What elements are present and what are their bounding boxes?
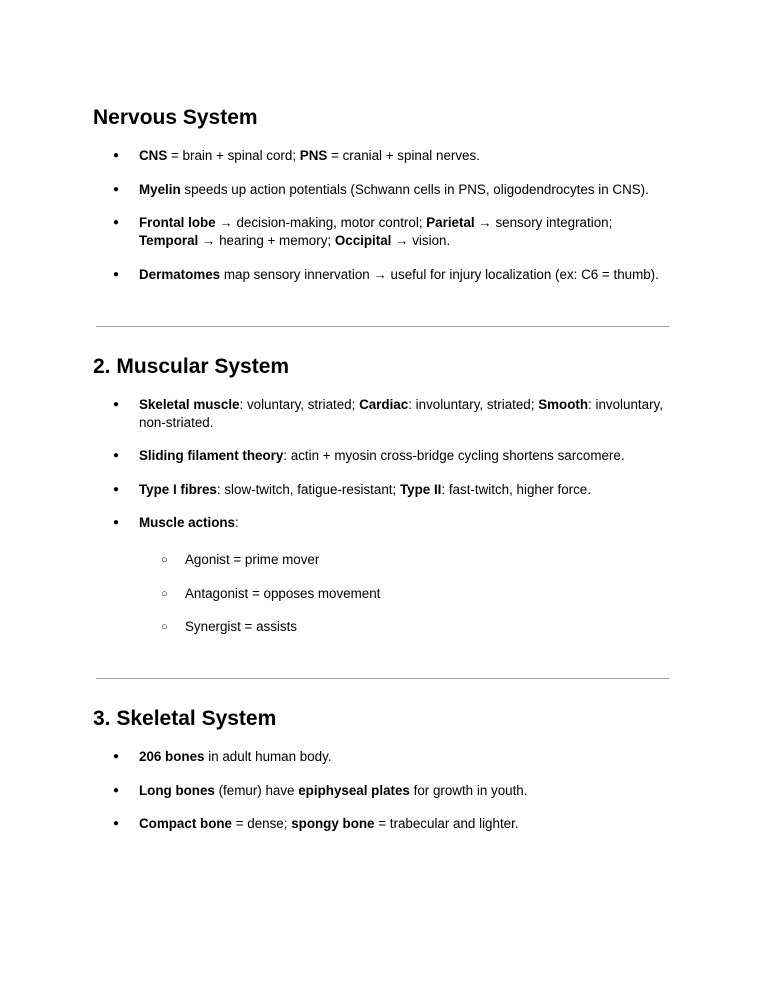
text-segment: → decision-making, motor control;	[215, 215, 427, 230]
list-item	[93, 147, 673, 165]
bold-term: Frontal lobe	[139, 215, 216, 230]
list-item	[93, 514, 673, 532]
text-segment: → hearing + memory;	[198, 233, 335, 248]
text-segment: = dense;	[232, 816, 292, 831]
text-segment: : voluntary, striated;	[239, 396, 360, 412]
bold-term: Type II	[399, 481, 442, 497]
bold-term: Sliding filament theory	[139, 448, 284, 463]
list-item	[93, 815, 673, 833]
list-item	[93, 748, 673, 766]
bullet-list	[93, 147, 673, 284]
text-segment: Agonist = prime mover	[185, 552, 320, 567]
horizontal-rule	[96, 326, 669, 327]
section-heading: 3. Skeletal System	[93, 707, 277, 730]
bold-term: 206 bones	[139, 749, 205, 764]
bold-term: CNS	[139, 148, 168, 163]
list-item	[93, 396, 673, 432]
list-item	[93, 181, 673, 199]
text-segment: Antagonist = opposes movement	[185, 585, 381, 601]
bold-term: Smooth	[538, 396, 589, 412]
text-segment: → sensory integration;	[474, 215, 613, 230]
bold-term: PNS	[299, 148, 328, 163]
bullet-list	[93, 748, 673, 833]
list-item	[93, 447, 673, 465]
bold-term: Dermatomes	[139, 266, 221, 282]
bold-term: Temporal	[139, 233, 199, 248]
text-segment: (femur) have	[214, 782, 299, 798]
bold-term: epiphyseal plates	[298, 782, 410, 798]
bold-term: Muscle actions	[139, 515, 235, 530]
text-segment: = cranial + spinal nerves.	[327, 148, 480, 163]
bold-term: Cardiac	[359, 396, 409, 412]
list-item	[93, 266, 673, 284]
document-page	[93, 0, 673, 849]
text-segment: for growth in youth.	[409, 782, 528, 798]
list-item	[93, 782, 673, 800]
text-segment: in adult human body.	[204, 749, 332, 764]
text-segment: = trabecular and lighter.	[374, 816, 519, 831]
bold-term: Parietal	[426, 215, 475, 230]
text-segment: : slow-twitch, fatigue-resistant;	[216, 481, 400, 497]
list-item	[93, 481, 673, 499]
bold-term: Skeletal muscle	[139, 396, 240, 412]
bold-term: spongy bone	[291, 816, 375, 831]
text-segment: : involuntary, non-striated.	[139, 396, 663, 430]
bold-term: Type I fibres	[139, 481, 217, 497]
section-heading: 2. Muscular System	[93, 354, 290, 378]
text-segment: map sensory innervation → useful for injury localization (ex: C6 = thumb).	[220, 266, 659, 282]
text-segment: → vision.	[391, 233, 451, 248]
sub-list-item	[93, 551, 673, 569]
text-segment: : actin + myosin cross-bridge cycling shortens sarcomere.	[283, 448, 625, 463]
text-segment: speeds up action potentials (Schwann cells in PNS, oligodendrocytes in CNS).	[180, 181, 649, 197]
horizontal-rule	[96, 678, 669, 679]
text-segment: :	[235, 515, 239, 530]
bold-term: Long bones	[139, 782, 215, 798]
text-segment: Synergist = assists	[185, 619, 298, 634]
text-segment: : involuntary, striated;	[408, 396, 539, 412]
bold-term: Compact bone	[139, 816, 232, 831]
text-segment: = brain + spinal cord;	[167, 148, 300, 163]
bullet-list	[93, 396, 673, 637]
section-heading: Nervous System	[93, 106, 258, 129]
text-segment: : fast-twitch, higher force.	[441, 481, 591, 497]
bold-term: Myelin	[139, 181, 181, 197]
sub-list-item	[93, 618, 673, 636]
list-item	[93, 214, 673, 250]
sub-list-item	[93, 585, 673, 603]
bold-term: Occipital	[334, 233, 392, 248]
